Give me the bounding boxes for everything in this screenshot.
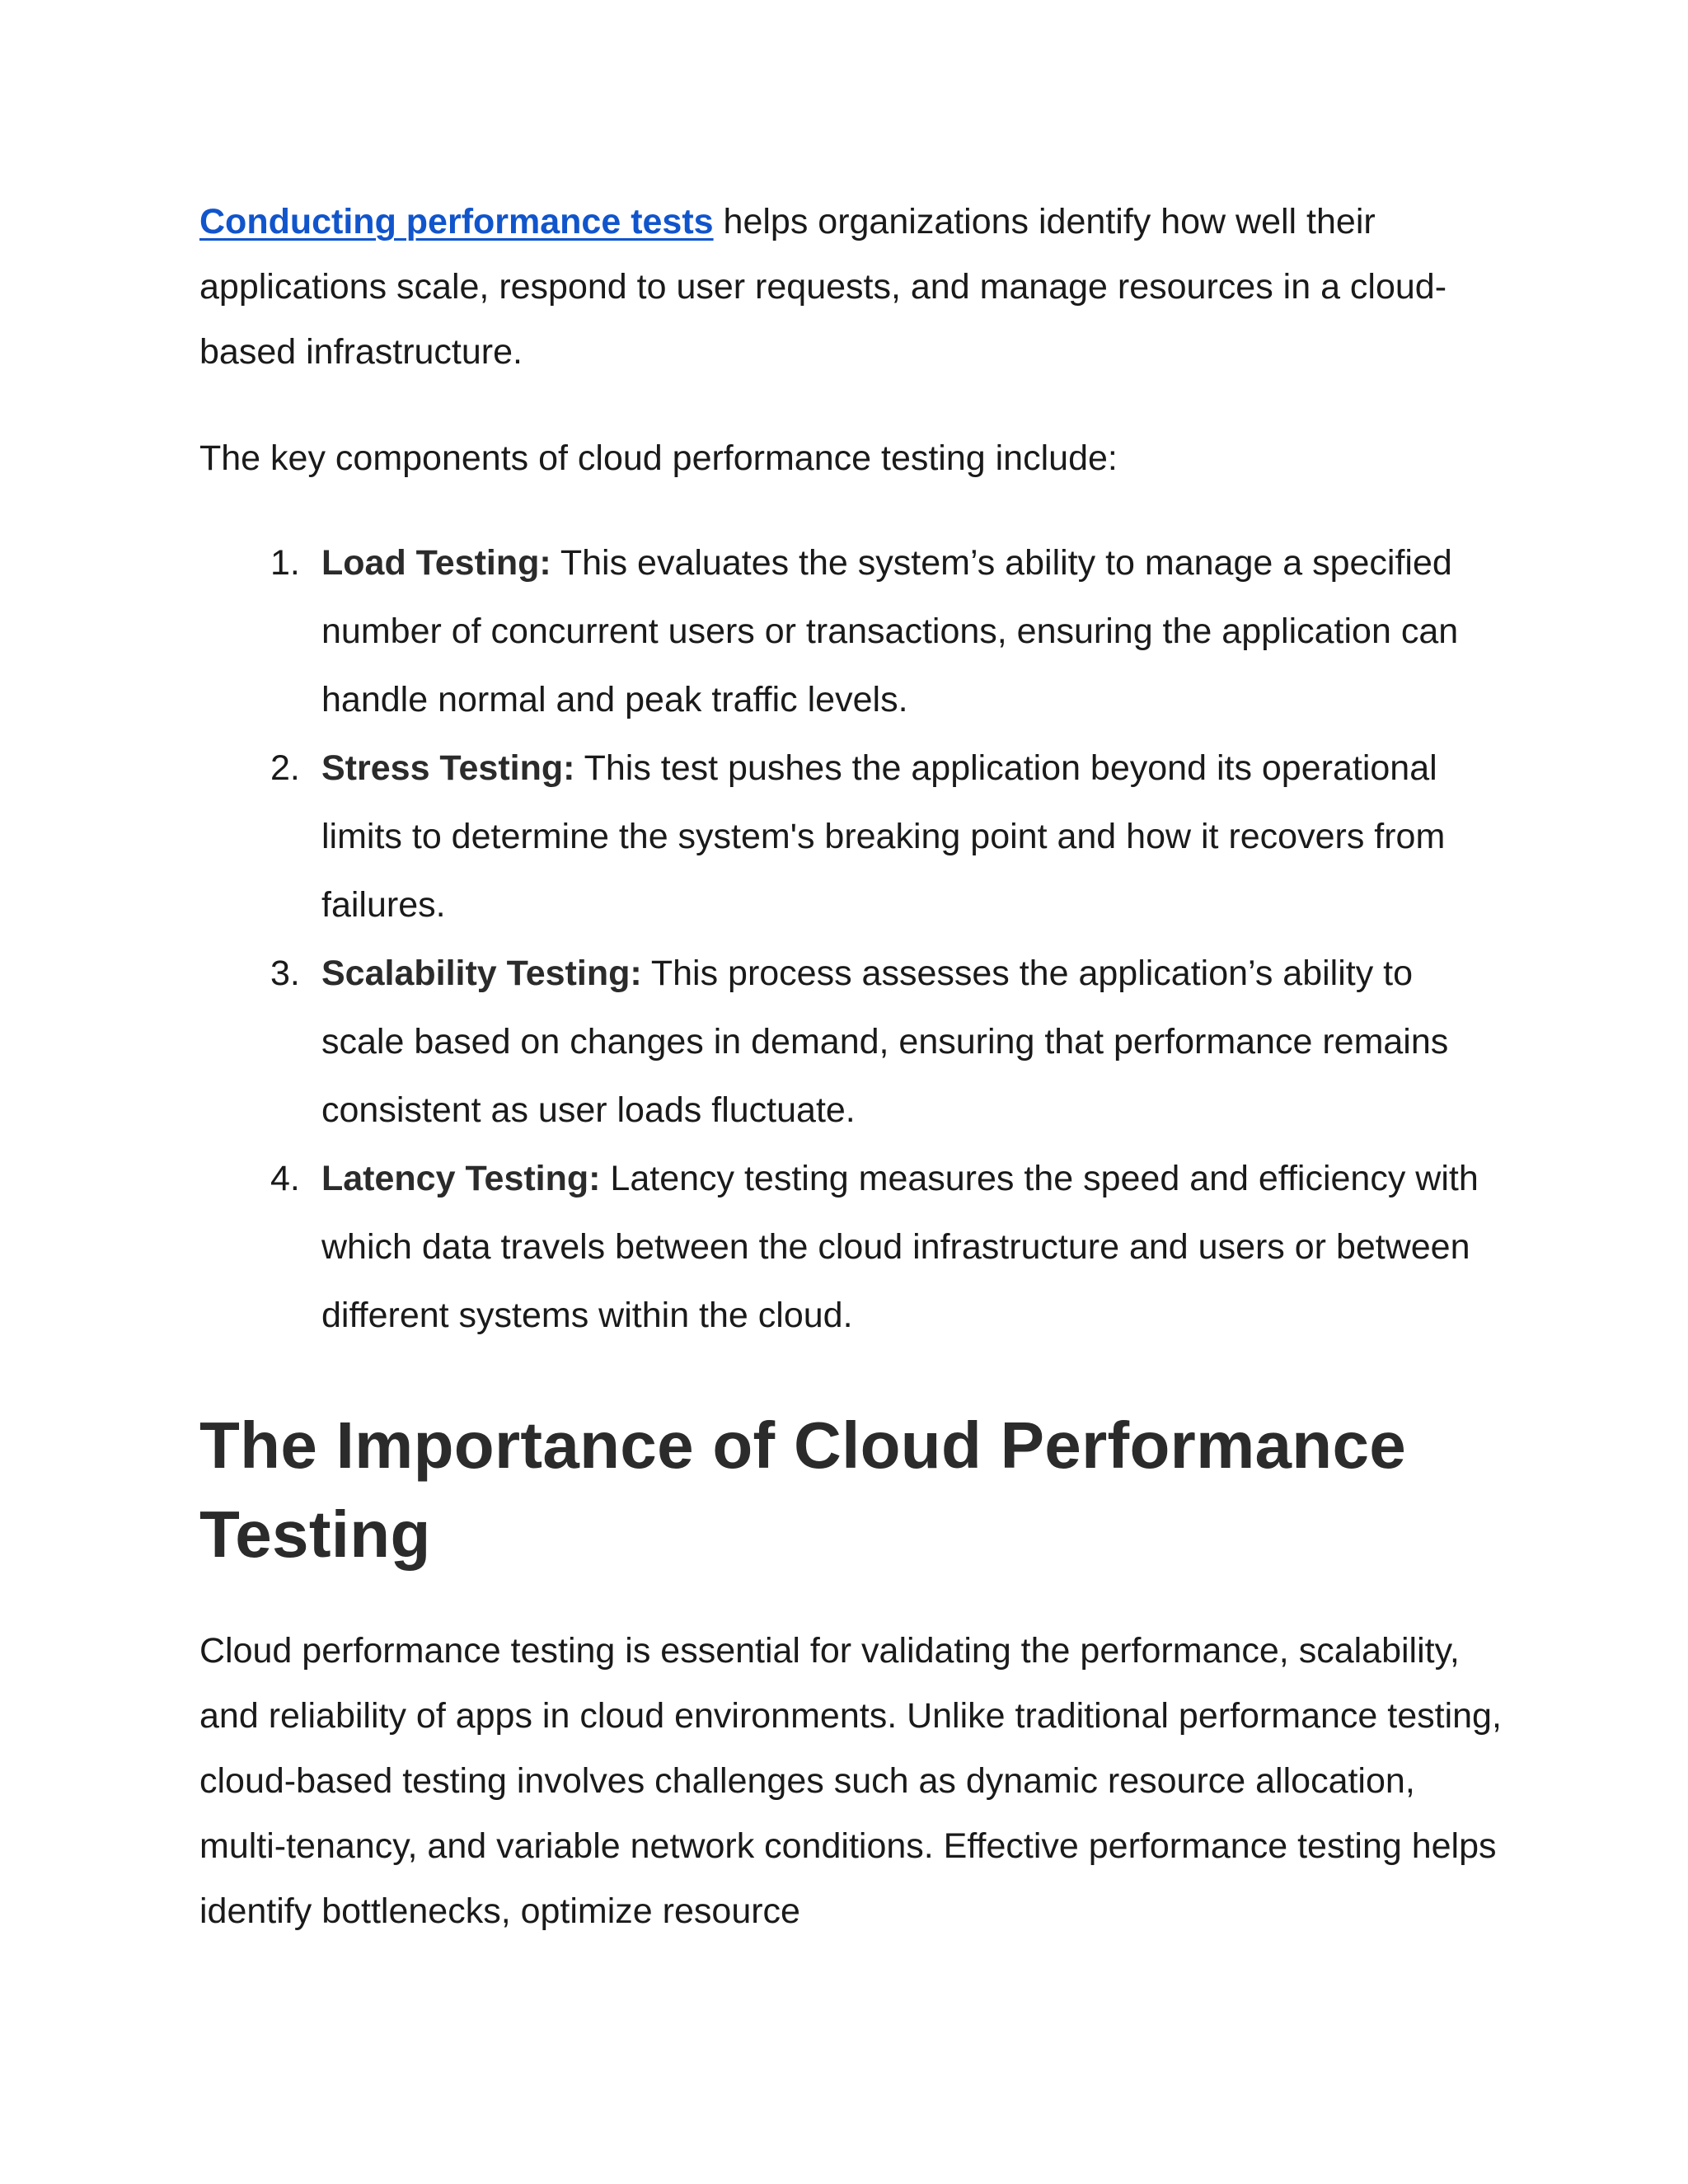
list-item-text: This process assesses the application’s ability to scale based on changes in demand, ensuring that performance remains consistent as user loads fluctuate. xyxy=(321,954,1449,1130)
list-item-latency-testing xyxy=(199,1145,1502,1350)
list-item-term: Load Testing: xyxy=(321,543,551,583)
list-item-text: This evaluates the system’s ability to manage a specified number of concurrent users or transactions, ensuring the application can handle normal and peak traffic levels. xyxy=(321,543,1459,719)
list-number: 1. xyxy=(270,543,300,583)
list-item-load-testing xyxy=(199,529,1502,734)
section-heading: The Importance of Cloud Performance Testing xyxy=(199,1408,1407,1571)
list-item-text: This test pushes the application beyond its operational limits to determine the system's breaking point and how it recovers from failures. xyxy=(321,748,1446,925)
intro-paragraph xyxy=(199,190,1502,385)
intro-text: helps organizations identify how well their applications scale, respond to user requests, and manage resources in a cloud-based infrastructure. xyxy=(199,202,1447,372)
document-content xyxy=(199,190,1502,1944)
list-item-term: Scalability Testing: xyxy=(321,954,642,993)
section-paragraph: Cloud performance testing is essential for validating the performance, scalability, and reliability of apps in cloud environments. Unlike traditional performance testing, cloud-based testing involves challenges such as dynamic resource allocation, multi-tenancy, and variable network conditions. Effective performance testing helps identify bottlenecks, optimize resource xyxy=(199,1631,1502,1931)
list-item-scalability-testing xyxy=(199,940,1502,1145)
list-number: 3. xyxy=(270,954,300,993)
list-item-stress-testing xyxy=(199,734,1502,940)
components-list xyxy=(199,529,1502,1350)
list-number: 4. xyxy=(270,1159,300,1198)
list-item-text: Latency testing measures the speed and efficiency with which data travels between the cloud infrastructure and users or between different systems within the cloud. xyxy=(321,1159,1479,1335)
conducting-performance-tests-link[interactable]: Conducting performance tests xyxy=(199,202,714,241)
components-lead-paragraph: The key components of cloud performance testing include: xyxy=(199,438,1118,478)
list-item-term: Latency Testing: xyxy=(321,1159,601,1198)
list-item-term: Stress Testing: xyxy=(321,748,575,788)
list-number: 2. xyxy=(270,748,300,788)
